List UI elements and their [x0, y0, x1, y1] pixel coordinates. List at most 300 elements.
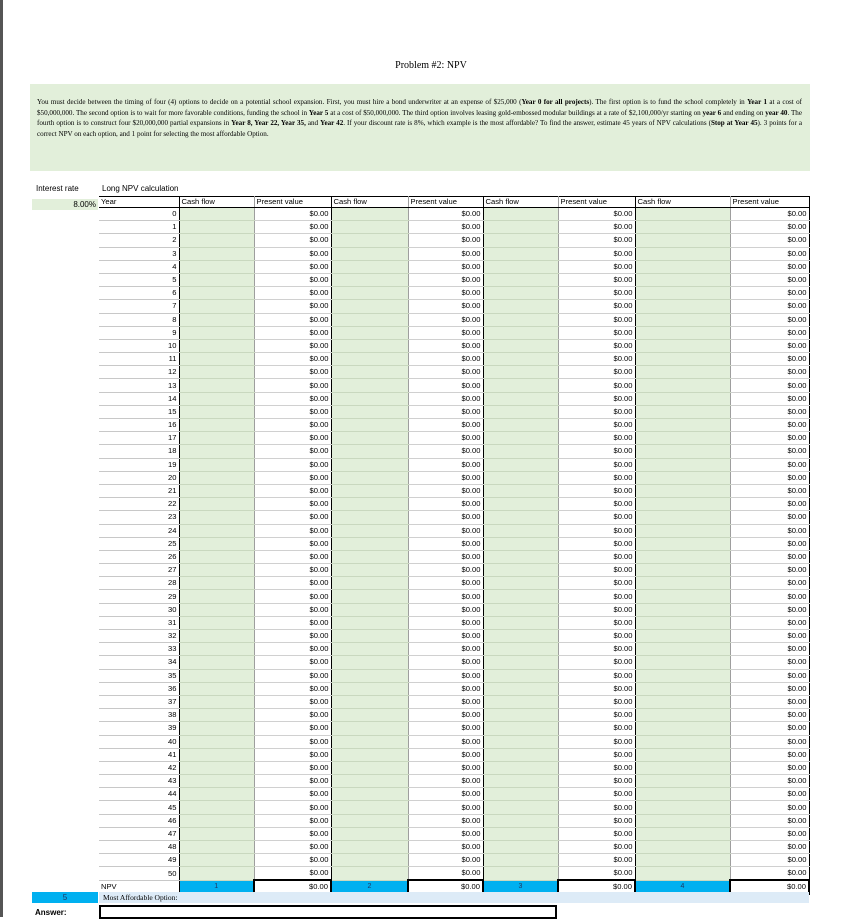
cash-flow-cell[interactable] — [483, 221, 558, 234]
cash-flow-cell[interactable] — [331, 775, 408, 788]
present-value-header: Present value — [730, 197, 809, 208]
description-segment: at a cost of $50,000,000. The second option is to wait for more favorable conditions, funding the school in — [37, 98, 803, 117]
cash-flow-cell[interactable] — [331, 484, 408, 497]
cash-flow-cell[interactable] — [483, 208, 558, 221]
cash-flow-cell[interactable] — [331, 419, 408, 432]
option-number-cell[interactable]: 1 — [179, 880, 254, 894]
cash-flow-cell[interactable] — [483, 471, 558, 484]
cash-flow-cell[interactable] — [635, 273, 730, 286]
cash-flow-cell[interactable] — [179, 498, 254, 511]
cash-flow-cell[interactable] — [331, 287, 408, 300]
cash-flow-cell[interactable] — [331, 814, 408, 827]
table-row — [99, 630, 809, 643]
cash-flow-cell[interactable] — [179, 484, 254, 497]
cash-flow-cell[interactable] — [179, 432, 254, 445]
cash-flow-cell[interactable] — [635, 326, 730, 339]
present-value-cell: $0.00 — [558, 682, 635, 695]
cash-flow-cell[interactable] — [483, 300, 558, 313]
cash-flow-cell[interactable] — [483, 735, 558, 748]
year-cell: 5 — [99, 273, 179, 286]
cash-flow-cell[interactable] — [483, 379, 558, 392]
present-value-cell: $0.00 — [558, 577, 635, 590]
cash-flow-cell[interactable] — [483, 656, 558, 669]
present-value-cell: $0.00 — [408, 841, 483, 854]
long-npv-label: Long NPV calculation — [102, 184, 179, 193]
cash-flow-cell[interactable] — [179, 722, 254, 735]
cash-flow-cell[interactable] — [179, 339, 254, 352]
table-row — [99, 405, 809, 418]
cash-flow-cell[interactable] — [331, 709, 408, 722]
cash-flow-cell[interactable] — [179, 379, 254, 392]
cash-flow-cell[interactable] — [635, 300, 730, 313]
cash-flow-cell[interactable] — [179, 669, 254, 682]
present-value-cell: $0.00 — [558, 669, 635, 682]
npv-value-cell: $0.00 — [730, 880, 809, 894]
table-row — [99, 537, 809, 550]
cash-flow-cell[interactable] — [483, 695, 558, 708]
present-value-cell: $0.00 — [730, 260, 809, 273]
cash-flow-cell[interactable] — [179, 643, 254, 656]
present-value-cell: $0.00 — [730, 854, 809, 867]
cash-flow-cell[interactable] — [483, 748, 558, 761]
cash-flow-cell[interactable] — [331, 300, 408, 313]
cash-flow-cell[interactable] — [179, 788, 254, 801]
cash-flow-cell[interactable] — [331, 445, 408, 458]
cash-flow-cell[interactable] — [635, 234, 730, 247]
table-row — [99, 643, 809, 656]
present-value-cell: $0.00 — [408, 550, 483, 563]
cash-flow-cell[interactable] — [179, 405, 254, 418]
cash-flow-cell[interactable] — [179, 841, 254, 854]
cash-flow-cell[interactable] — [635, 577, 730, 590]
cash-flow-cell[interactable] — [635, 524, 730, 537]
description-segment: year 6 — [702, 108, 722, 117]
present-value-cell: $0.00 — [408, 432, 483, 445]
cash-flow-cell[interactable] — [331, 353, 408, 366]
cash-flow-cell[interactable] — [483, 247, 558, 260]
present-value-cell: $0.00 — [408, 260, 483, 273]
cash-flow-cell[interactable] — [483, 577, 558, 590]
cash-flow-cell[interactable] — [179, 827, 254, 840]
present-value-cell: $0.00 — [730, 577, 809, 590]
cash-flow-cell[interactable] — [179, 616, 254, 629]
present-value-cell: $0.00 — [558, 748, 635, 761]
cash-flow-cell[interactable] — [331, 313, 408, 326]
cash-flow-cell[interactable] — [635, 537, 730, 550]
cash-flow-cell[interactable] — [179, 326, 254, 339]
cash-flow-cell[interactable] — [179, 313, 254, 326]
cash-flow-cell[interactable] — [179, 458, 254, 471]
cash-flow-cell[interactable] — [179, 603, 254, 616]
cash-flow-cell[interactable] — [331, 735, 408, 748]
cash-flow-cell[interactable] — [331, 801, 408, 814]
cash-flow-cell[interactable] — [635, 405, 730, 418]
year-cell: 49 — [99, 854, 179, 867]
cash-flow-cell[interactable] — [179, 273, 254, 286]
present-value-cell: $0.00 — [254, 616, 331, 629]
cash-flow-cell[interactable] — [635, 682, 730, 695]
cash-flow-cell[interactable] — [483, 643, 558, 656]
cash-flow-cell[interactable] — [635, 814, 730, 827]
present-value-cell: $0.00 — [408, 695, 483, 708]
year-cell: 0 — [99, 208, 179, 221]
present-value-cell: $0.00 — [730, 300, 809, 313]
cash-flow-cell[interactable] — [635, 498, 730, 511]
cash-flow-cell[interactable] — [179, 366, 254, 379]
cash-flow-cell[interactable] — [635, 656, 730, 669]
cash-flow-cell[interactable] — [483, 287, 558, 300]
cash-flow-cell[interactable] — [179, 524, 254, 537]
cash-flow-cell[interactable] — [179, 247, 254, 260]
cash-flow-cell[interactable] — [331, 788, 408, 801]
table-row — [99, 590, 809, 603]
present-value-cell: $0.00 — [730, 841, 809, 854]
cash-flow-cell[interactable] — [483, 709, 558, 722]
cash-flow-cell[interactable] — [179, 445, 254, 458]
present-value-cell: $0.00 — [558, 379, 635, 392]
present-value-cell: $0.00 — [408, 801, 483, 814]
present-value-cell: $0.00 — [254, 537, 331, 550]
cash-flow-cell[interactable] — [635, 208, 730, 221]
cash-flow-cell[interactable] — [331, 643, 408, 656]
cash-flow-cell[interactable] — [483, 445, 558, 458]
cash-flow-cell[interactable] — [483, 326, 558, 339]
table-row — [99, 498, 809, 511]
cash-flow-cell[interactable] — [331, 630, 408, 643]
cash-flow-cell[interactable] — [635, 630, 730, 643]
cash-flow-cell[interactable] — [331, 392, 408, 405]
cash-flow-cell[interactable] — [635, 392, 730, 405]
present-value-cell: $0.00 — [408, 511, 483, 524]
cash-flow-cell[interactable] — [331, 366, 408, 379]
year-cell: 32 — [99, 630, 179, 643]
cash-flow-cell[interactable] — [331, 695, 408, 708]
cash-flow-cell[interactable] — [331, 405, 408, 418]
cash-flow-cell[interactable] — [483, 827, 558, 840]
cash-flow-cell[interactable] — [635, 722, 730, 735]
cash-flow-cell[interactable] — [331, 682, 408, 695]
cash-flow-cell[interactable] — [635, 603, 730, 616]
cash-flow-cell[interactable] — [635, 643, 730, 656]
cash-flow-cell[interactable] — [179, 471, 254, 484]
present-value-cell: $0.00 — [730, 775, 809, 788]
cash-flow-cell[interactable] — [635, 695, 730, 708]
year-cell: 11 — [99, 353, 179, 366]
cash-flow-cell[interactable] — [483, 682, 558, 695]
cash-flow-cell[interactable] — [179, 801, 254, 814]
cash-flow-cell[interactable] — [483, 432, 558, 445]
cash-flow-cell[interactable] — [331, 841, 408, 854]
present-value-cell: $0.00 — [254, 287, 331, 300]
table-row — [99, 814, 809, 827]
present-value-cell: $0.00 — [730, 247, 809, 260]
cash-flow-cell[interactable] — [331, 379, 408, 392]
cash-flow-cell[interactable] — [635, 511, 730, 524]
cash-flow-cell[interactable] — [635, 339, 730, 352]
present-value-cell: $0.00 — [254, 366, 331, 379]
table-row — [99, 432, 809, 445]
cash-flow-cell[interactable] — [331, 432, 408, 445]
cash-flow-cell[interactable] — [331, 722, 408, 735]
year-cell: 43 — [99, 775, 179, 788]
present-value-cell: $0.00 — [254, 339, 331, 352]
cash-flow-cell[interactable] — [179, 287, 254, 300]
cash-flow-cell[interactable] — [635, 801, 730, 814]
cash-flow-cell[interactable] — [331, 208, 408, 221]
cash-flow-cell[interactable] — [635, 471, 730, 484]
table-row — [99, 313, 809, 326]
cash-flow-cell[interactable] — [635, 445, 730, 458]
cash-flow-cell[interactable] — [179, 234, 254, 247]
year-cell: 18 — [99, 445, 179, 458]
present-value-cell: $0.00 — [254, 326, 331, 339]
cash-flow-cell[interactable] — [331, 590, 408, 603]
cash-flow-cell[interactable] — [635, 221, 730, 234]
cash-flow-cell[interactable] — [331, 827, 408, 840]
present-value-cell: $0.00 — [408, 748, 483, 761]
present-value-cell: $0.00 — [558, 221, 635, 234]
cash-flow-cell[interactable] — [635, 379, 730, 392]
option-number-cell[interactable]: 2 — [331, 880, 408, 894]
most-affordable-label: Most Affordable Option: — [103, 893, 178, 902]
table-row — [99, 471, 809, 484]
cash-flow-cell[interactable] — [331, 339, 408, 352]
cash-flow-cell[interactable] — [331, 498, 408, 511]
cash-flow-cell[interactable] — [635, 867, 730, 881]
year-cell: 44 — [99, 788, 179, 801]
cash-flow-cell[interactable] — [483, 458, 558, 471]
cash-flow-cell[interactable] — [331, 234, 408, 247]
cash-flow-cell[interactable] — [331, 761, 408, 774]
cash-flow-cell[interactable] — [635, 458, 730, 471]
cash-flow-cell[interactable] — [331, 326, 408, 339]
year-cell: 12 — [99, 366, 179, 379]
year-cell: 20 — [99, 471, 179, 484]
cash-flow-cell[interactable] — [483, 273, 558, 286]
cash-flow-cell[interactable] — [179, 867, 254, 881]
cash-flow-cell[interactable] — [635, 788, 730, 801]
cash-flow-cell[interactable] — [331, 748, 408, 761]
cash-flow-cell[interactable] — [179, 735, 254, 748]
cash-flow-cell[interactable] — [179, 630, 254, 643]
year-cell: 4 — [99, 260, 179, 273]
cash-flow-cell[interactable] — [635, 827, 730, 840]
cash-flow-cell[interactable] — [331, 564, 408, 577]
year-cell: 34 — [99, 656, 179, 669]
cash-flow-cell[interactable] — [635, 590, 730, 603]
cash-flow-cell[interactable] — [483, 537, 558, 550]
cash-flow-cell[interactable] — [483, 511, 558, 524]
cash-flow-cell[interactable] — [483, 234, 558, 247]
cash-flow-cell[interactable] — [483, 366, 558, 379]
cash-flow-cell[interactable] — [483, 814, 558, 827]
present-value-cell: $0.00 — [730, 643, 809, 656]
cash-flow-cell[interactable] — [331, 524, 408, 537]
cash-flow-cell[interactable] — [635, 260, 730, 273]
cash-flow-cell[interactable] — [483, 867, 558, 881]
cash-flow-cell[interactable] — [179, 300, 254, 313]
cash-flow-cell[interactable] — [179, 392, 254, 405]
cash-flow-cell[interactable] — [179, 537, 254, 550]
cash-flow-cell[interactable] — [635, 709, 730, 722]
interest-rate-cell[interactable]: 8.00% — [32, 199, 98, 210]
cash-flow-cell[interactable] — [331, 458, 408, 471]
cash-flow-cell[interactable] — [483, 669, 558, 682]
cash-flow-cell[interactable] — [483, 788, 558, 801]
cash-flow-cell[interactable] — [483, 484, 558, 497]
cash-flow-cell[interactable] — [179, 577, 254, 590]
table-row — [99, 722, 809, 735]
cash-flow-cell[interactable] — [635, 432, 730, 445]
cash-flow-cell[interactable] — [635, 616, 730, 629]
present-value-cell: $0.00 — [254, 603, 331, 616]
cash-flow-cell[interactable] — [179, 748, 254, 761]
description-segment: and — [305, 119, 321, 128]
present-value-cell: $0.00 — [408, 761, 483, 774]
cash-flow-cell[interactable] — [635, 419, 730, 432]
cash-flow-cell[interactable] — [483, 419, 558, 432]
cash-flow-cell[interactable] — [179, 814, 254, 827]
cash-flow-cell[interactable] — [331, 656, 408, 669]
present-value-cell: $0.00 — [408, 313, 483, 326]
cash-flow-cell[interactable] — [483, 590, 558, 603]
description-segment: Year 0 for all projects — [521, 98, 590, 106]
cash-flow-cell[interactable] — [483, 405, 558, 418]
year-cell: 9 — [99, 326, 179, 339]
cash-flow-cell[interactable] — [331, 616, 408, 629]
cash-flow-cell[interactable] — [179, 221, 254, 234]
cash-flow-cell[interactable] — [331, 471, 408, 484]
present-value-cell: $0.00 — [254, 550, 331, 563]
cash-flow-cell[interactable] — [179, 353, 254, 366]
cash-flow-cell[interactable] — [179, 656, 254, 669]
cash-flow-cell[interactable] — [179, 854, 254, 867]
table-row — [99, 867, 809, 881]
cash-flow-cell[interactable] — [635, 353, 730, 366]
cash-flow-cell[interactable] — [179, 419, 254, 432]
present-value-cell: $0.00 — [730, 287, 809, 300]
cash-flow-cell[interactable] — [635, 669, 730, 682]
cash-flow-cell[interactable] — [635, 247, 730, 260]
present-value-cell: $0.00 — [408, 722, 483, 735]
cash-flow-cell[interactable] — [483, 801, 558, 814]
table-row — [99, 511, 809, 524]
present-value-cell: $0.00 — [730, 630, 809, 643]
present-value-cell: $0.00 — [558, 761, 635, 774]
present-value-cell: $0.00 — [730, 498, 809, 511]
cash-flow-cell[interactable] — [635, 287, 730, 300]
cash-flow-cell[interactable] — [483, 564, 558, 577]
cash-flow-cell[interactable] — [331, 550, 408, 563]
cash-flow-cell[interactable] — [483, 630, 558, 643]
points-cell[interactable]: 5 — [32, 892, 98, 903]
description-segment: Year 5 — [308, 108, 329, 117]
cash-flow-cell[interactable] — [331, 537, 408, 550]
cash-flow-cell[interactable] — [179, 682, 254, 695]
present-value-cell: $0.00 — [558, 419, 635, 432]
cash-flow-cell[interactable] — [179, 761, 254, 774]
cash-flow-cell[interactable] — [483, 854, 558, 867]
cash-flow-cell[interactable] — [179, 695, 254, 708]
table-row — [99, 788, 809, 801]
present-value-cell: $0.00 — [408, 867, 483, 881]
cash-flow-cell[interactable] — [483, 524, 558, 537]
cash-flow-cell[interactable] — [483, 616, 558, 629]
cash-flow-cell[interactable] — [179, 260, 254, 273]
present-value-cell: $0.00 — [730, 419, 809, 432]
cash-flow-cell[interactable] — [331, 577, 408, 590]
present-value-cell: $0.00 — [408, 471, 483, 484]
cash-flow-cell[interactable] — [331, 247, 408, 260]
cash-flow-cell[interactable] — [331, 273, 408, 286]
cash-flow-cell[interactable] — [635, 748, 730, 761]
cash-flow-cell[interactable] — [483, 841, 558, 854]
cash-flow-cell[interactable] — [635, 775, 730, 788]
cash-flow-cell[interactable] — [331, 603, 408, 616]
table-row — [99, 709, 809, 722]
cash-flow-cell[interactable] — [179, 208, 254, 221]
present-value-cell: $0.00 — [408, 603, 483, 616]
cash-flow-cell[interactable] — [179, 709, 254, 722]
cash-flow-cell[interactable] — [179, 550, 254, 563]
cash-flow-cell[interactable] — [179, 564, 254, 577]
present-value-cell: $0.00 — [408, 669, 483, 682]
cash-flow-cell[interactable] — [179, 511, 254, 524]
table-row — [99, 379, 809, 392]
year-cell: 3 — [99, 247, 179, 260]
cash-flow-cell[interactable] — [635, 564, 730, 577]
option-number-cell[interactable]: 3 — [483, 880, 558, 894]
cash-flow-cell[interactable] — [635, 841, 730, 854]
cash-flow-cell[interactable] — [483, 353, 558, 366]
cash-flow-cell[interactable] — [483, 775, 558, 788]
cash-flow-cell[interactable] — [635, 550, 730, 563]
cash-flow-cell[interactable] — [179, 775, 254, 788]
option-number-cell[interactable]: 4 — [635, 880, 730, 894]
cash-flow-cell[interactable] — [635, 761, 730, 774]
present-value-cell: $0.00 — [730, 326, 809, 339]
cash-flow-cell[interactable] — [635, 484, 730, 497]
description-segment: You must decide between the timing of four (4) options to decide on a potential school expansion. First, you must hire a bond underwriter at an expense of $25,000 ( — [37, 98, 522, 106]
cash-flow-cell[interactable] — [331, 260, 408, 273]
cash-flow-cell[interactable] — [635, 854, 730, 867]
cash-flow-cell[interactable] — [635, 313, 730, 326]
cash-flow-cell[interactable] — [483, 498, 558, 511]
table-row — [99, 748, 809, 761]
present-value-cell: $0.00 — [558, 366, 635, 379]
cash-flow-cell[interactable] — [483, 339, 558, 352]
cash-flow-cell[interactable] — [331, 867, 408, 881]
cash-flow-cell[interactable] — [179, 590, 254, 603]
present-value-cell: $0.00 — [558, 260, 635, 273]
cash-flow-cell[interactable] — [483, 603, 558, 616]
cash-flow-cell[interactable] — [331, 854, 408, 867]
cash-flow-cell[interactable] — [331, 669, 408, 682]
cash-flow-cell[interactable] — [331, 511, 408, 524]
cash-flow-cell[interactable] — [483, 550, 558, 563]
cash-flow-cell[interactable] — [483, 722, 558, 735]
cash-flow-cell[interactable] — [331, 221, 408, 234]
cash-flow-cell[interactable] — [635, 366, 730, 379]
cash-flow-cell[interactable] — [635, 735, 730, 748]
cash-flow-cell[interactable] — [483, 313, 558, 326]
cash-flow-cell[interactable] — [483, 761, 558, 774]
year-cell: 47 — [99, 827, 179, 840]
cash-flow-cell[interactable] — [483, 392, 558, 405]
present-value-cell: $0.00 — [558, 326, 635, 339]
cash-flow-cell[interactable] — [483, 260, 558, 273]
year-cell: 8 — [99, 313, 179, 326]
